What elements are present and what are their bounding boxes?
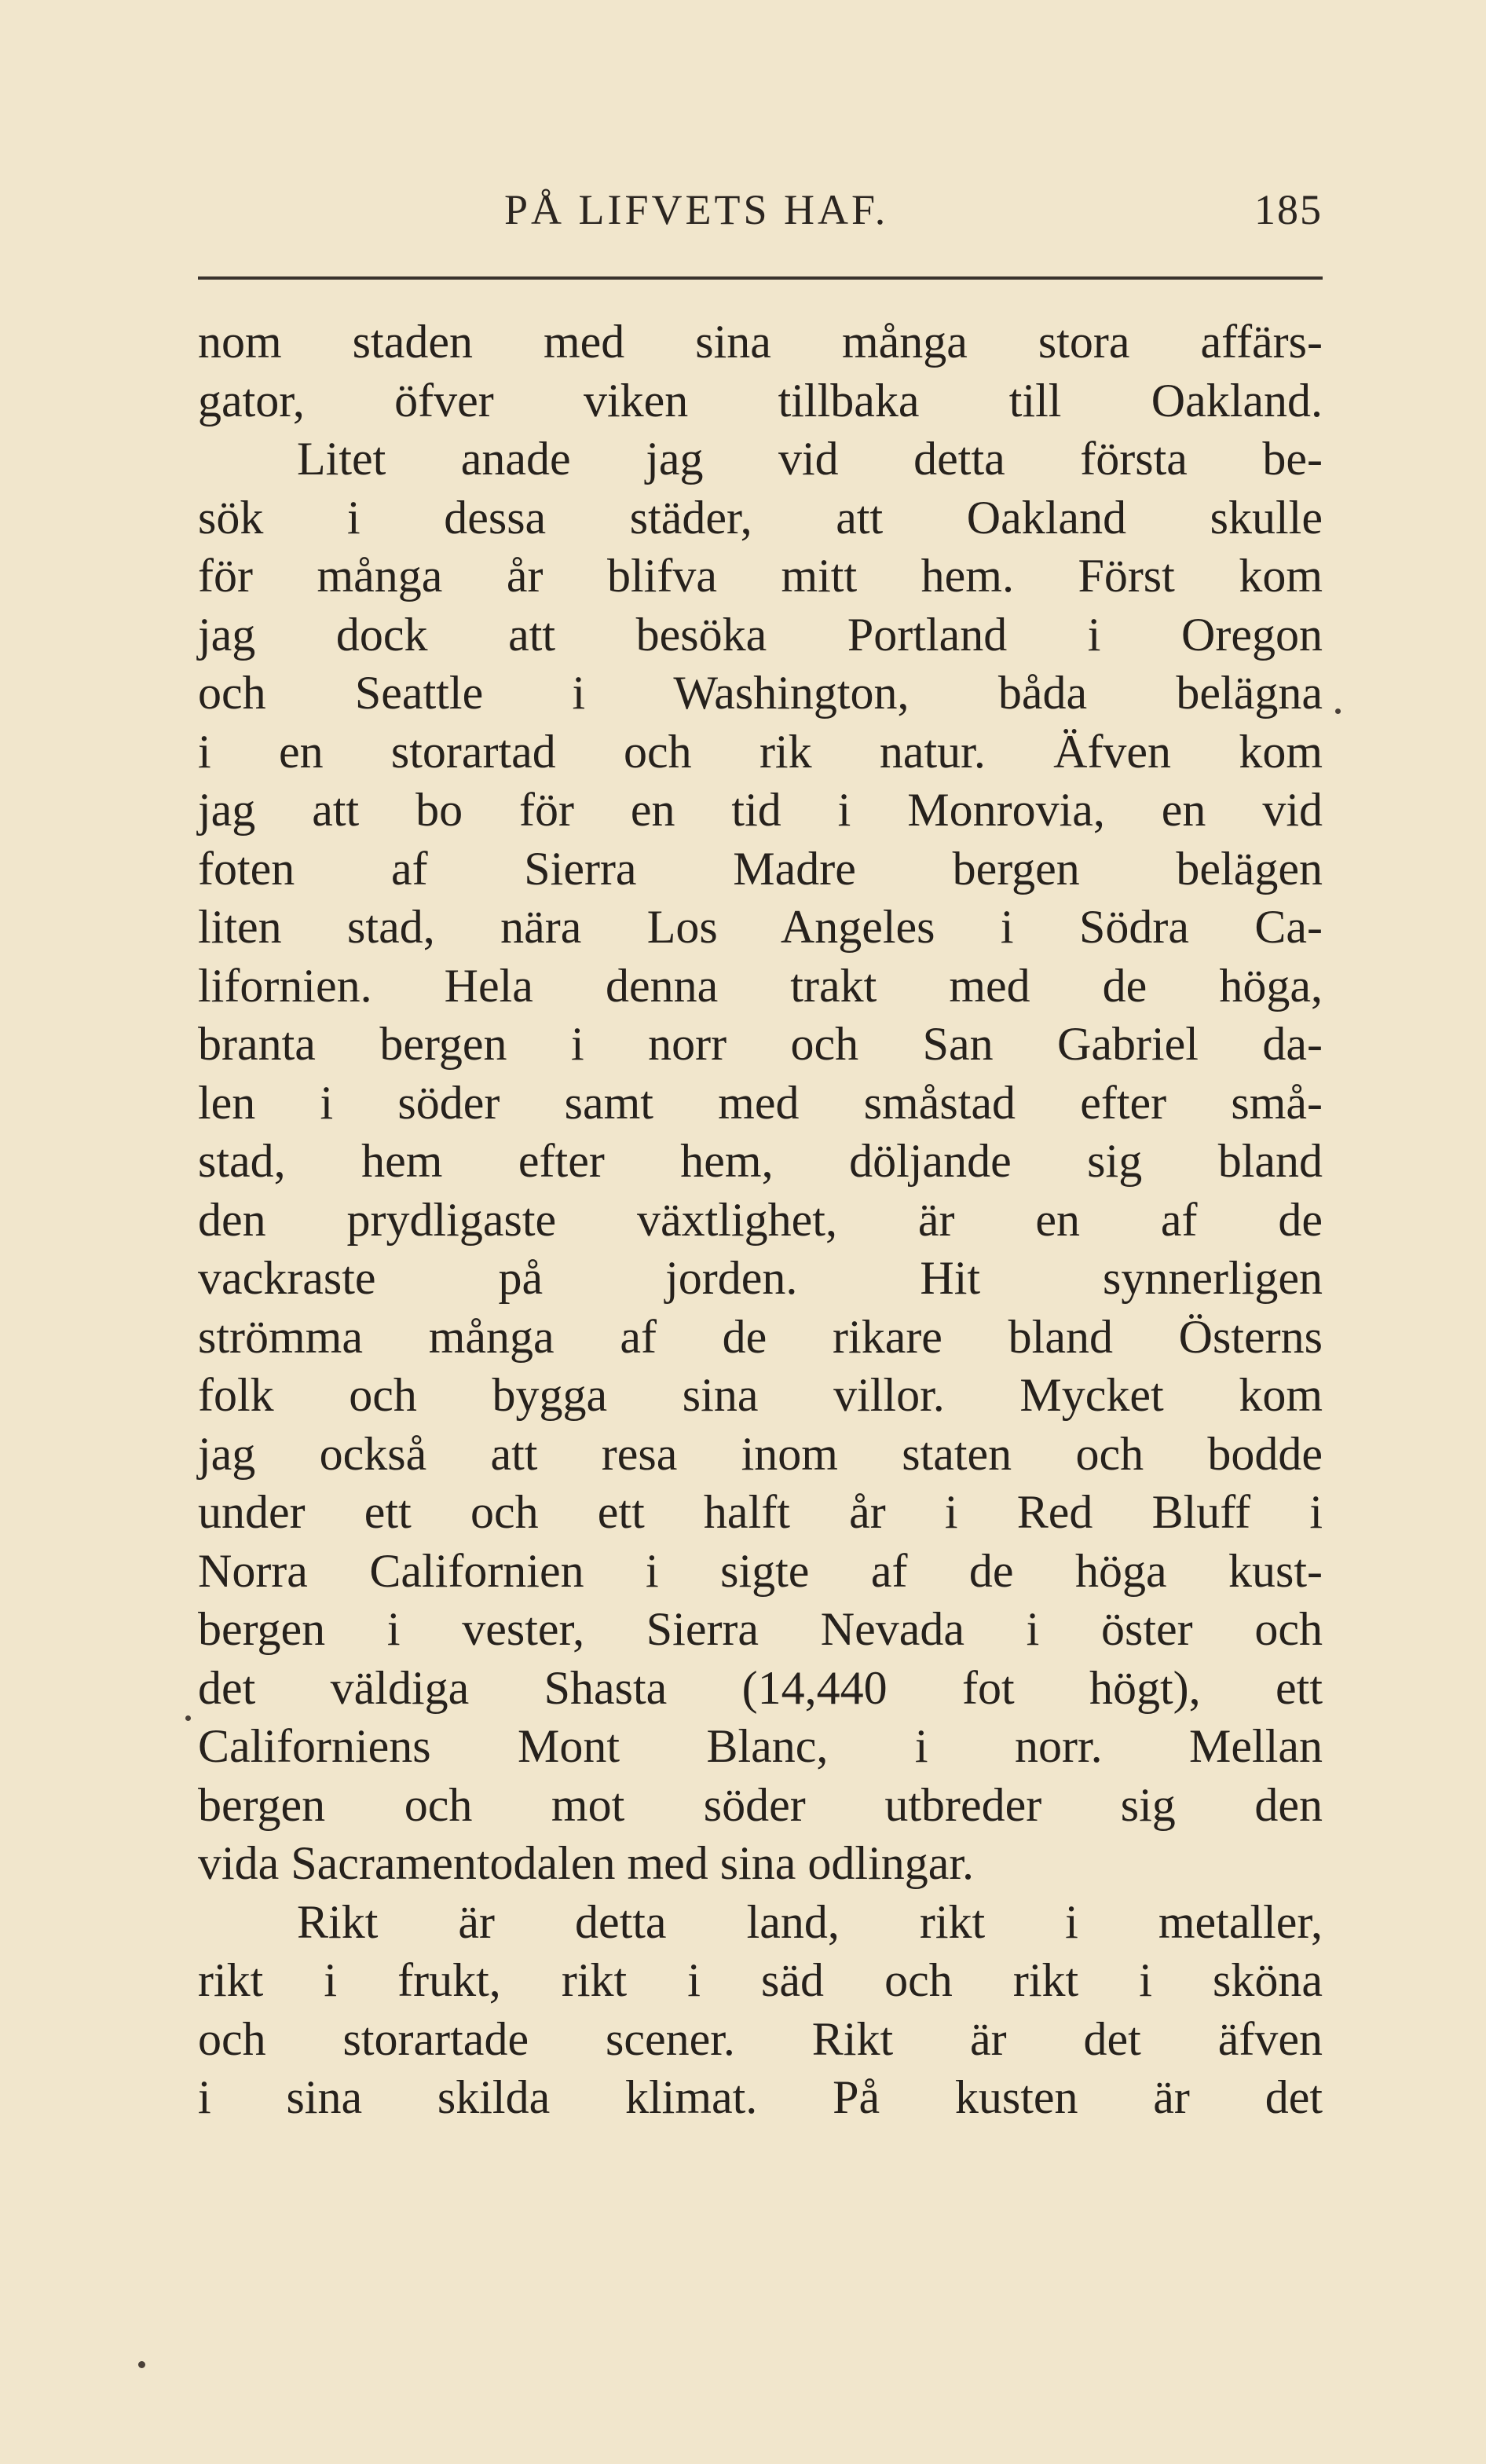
text-line: gator, öfver viken tillbaka till Oakland. (198, 374, 1323, 427)
text-line: foten af Sierra Madre bergen belägen (198, 842, 1323, 895)
text-line: Californiens Mont Blanc, i norr. Mellan (198, 1720, 1323, 1772)
body-text (198, 313, 1323, 2127)
text-line: sök i dessa städer, att Oakland skulle (198, 491, 1323, 544)
text-line: och Seattle i Washington, båda belägna (198, 667, 1323, 719)
paper-speck (1335, 708, 1341, 714)
text-line: vackraste på jorden. Hit synnerligen (198, 1252, 1323, 1304)
text-line: jag dock att besöka Portland i Oregon (198, 608, 1323, 661)
text-line: i sina skilda klimat. På kusten är det (198, 2071, 1323, 2123)
paper-speck (185, 1715, 191, 1721)
text-line: stad, hem efter hem, döljande sig bland (198, 1135, 1323, 1187)
text-line: lifornien. Hela denna trakt med de höga, (198, 959, 1323, 1012)
text-line: bergen och mot söder utbreder sig den (198, 1778, 1323, 1831)
text-line: Norra Californien i sigte af de höga kust- (198, 1544, 1323, 1597)
text-line: i en storartad och rik natur. Äfven kom (198, 725, 1323, 778)
text-line: bergen i vester, Sierra Nevada i öster och (198, 1603, 1323, 1655)
text-line: jag att bo för en tid i Monrovia, en vid (198, 784, 1323, 836)
header-rule (198, 276, 1323, 280)
text-line: rikt i frukt, rikt i säd och rikt i sköna (198, 1954, 1323, 2006)
text-line: nom staden med sina många stora affärs- (198, 316, 1323, 368)
text-line: vida Sacramentodalen med sina odlingar. (198, 1837, 975, 1889)
text-line: och storartade scener. Rikt är det äfven (198, 2012, 1323, 2065)
text-line: folk och bygga sina villor. Mycket kom (198, 1369, 1323, 1421)
text-line: jag också att resa inom staten och bodde (198, 1427, 1323, 1480)
text-line: liten stad, nära Los Angeles i Södra Ca- (198, 901, 1323, 953)
paper-speck (138, 2361, 145, 2368)
text-line: len i söder samt med småstad efter små- (198, 1076, 1323, 1129)
page-header (198, 179, 1323, 250)
running-title: PÅ LIFVETS HAF. (504, 186, 889, 233)
text-line: Litet anade jag vid detta första be- (297, 433, 1323, 485)
text-line: strömma många af de rikare bland Österns (198, 1310, 1323, 1363)
text-line: den prydligaste växtlighet, är en af de (198, 1193, 1323, 1246)
text-line: Rikt är detta land, rikt i metaller, (297, 1895, 1323, 1948)
page-number: 185 (1254, 186, 1323, 233)
text-line: för många år blifva mitt hem. Först kom (198, 550, 1323, 602)
text-line: det väldiga Shasta (14,440 fot högt), ett (198, 1661, 1323, 1714)
text-line: branta bergen i norr och San Gabriel da- (198, 1018, 1323, 1070)
text-line: under ett och ett halft år i Red Bluff i (198, 1486, 1323, 1538)
